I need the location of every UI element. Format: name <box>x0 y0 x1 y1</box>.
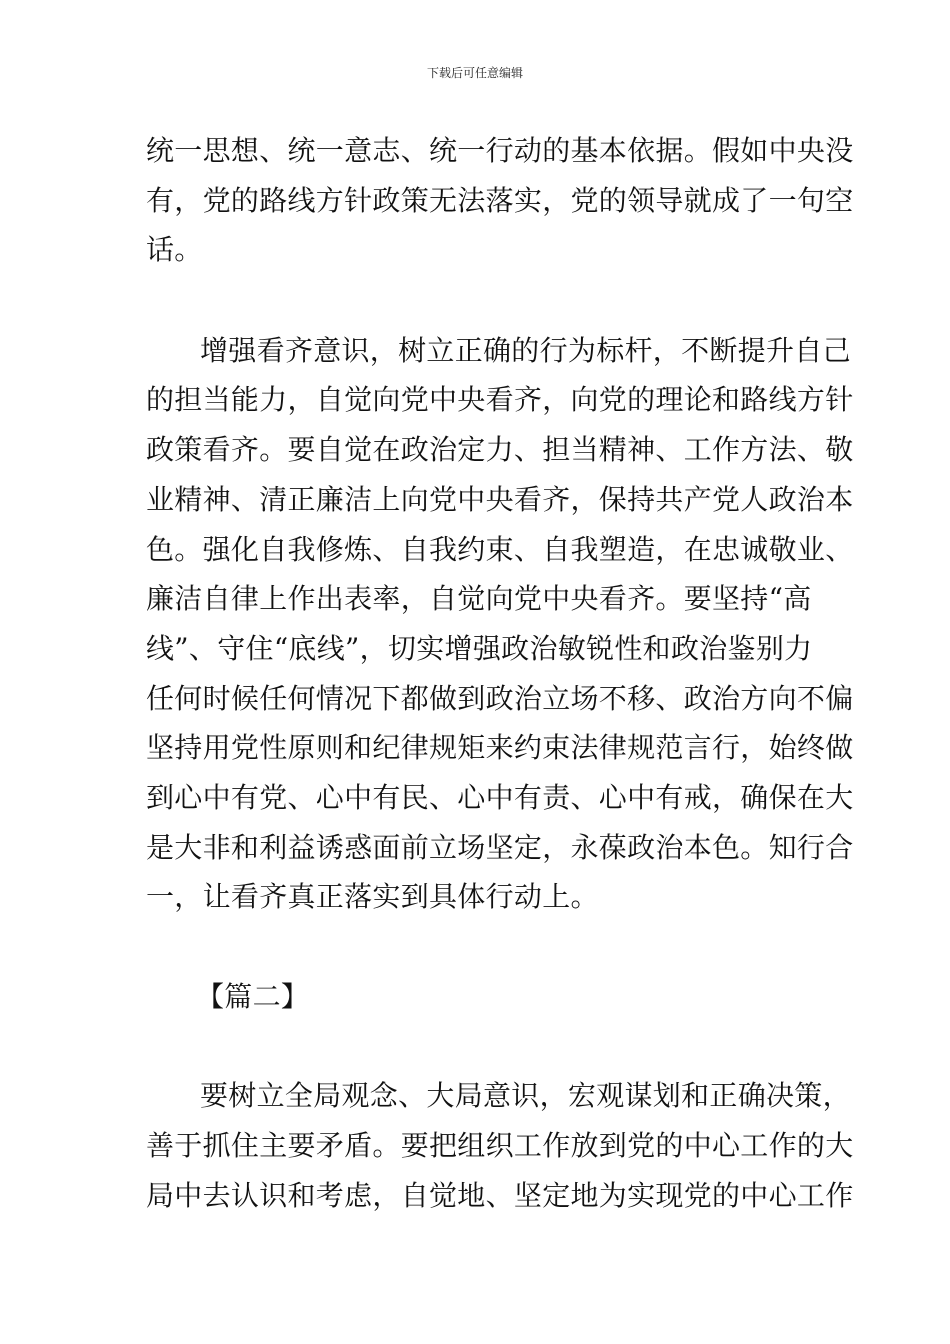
paragraph-line: 线”、守住“底线”，切实增强政治敏锐性和政治鉴别力 <box>146 632 813 665</box>
paragraph-line: 的担当能力，自觉向党中央看齐，向党的理论和路线方针 <box>146 383 854 416</box>
paragraph-line: 话。 <box>146 233 203 266</box>
header-note: 下载后可任意编辑 <box>426 66 523 80</box>
paragraph-line: 增强看齐意识，树立正确的行为标杆，不断提升自己 <box>200 334 851 367</box>
paragraph-line: 业精神、清正廉洁上向党中央看齐，保持共产党人政治本 <box>146 483 854 516</box>
paragraph-line: 色。强化自我修炼、自我约束、自我塑造，在忠诚敬业、 <box>146 533 854 566</box>
paragraph-line: 要树立全局观念、大局意识，宏观谋划和正确决策， <box>200 1079 851 1112</box>
paragraph-line: 政策看齐。要自觉在政治定力、担当精神、工作方法、敬 <box>146 433 854 466</box>
paragraph-line: 有，党的路线方针政策无法落实，党的领导就成了一句空 <box>146 184 854 217</box>
paragraph-line: 善于抓住主要矛盾。要把组织工作放到党的中心工作的大 <box>146 1129 854 1162</box>
paragraph-line: 任何时候任何情况下都做到政治立场不移、政治方向不偏 <box>146 682 854 715</box>
paragraph-line: 统一思想、统一意志、统一行动的基本依据。假如中央没 <box>146 134 854 167</box>
paragraph-line: 廉洁自律上作出表率，自觉向党中央看齐。要坚持“高 <box>146 582 812 615</box>
section-heading: 【篇二】 <box>196 980 310 1013</box>
paragraph-line: 到心中有党、心中有民、心中有责、心中有戒，确保在大 <box>146 781 854 814</box>
paragraph-line: 局中去认识和考虑，自觉地、坚定地为实现党的中心工作 <box>146 1179 854 1212</box>
paragraph-line: 一，让看齐真正落实到具体行动上。 <box>146 880 599 913</box>
paragraph-line: 是大非和利益诱惑面前立场坚定，永葆政治本色。知行合 <box>146 831 854 864</box>
paragraph-line: 坚持用党性原则和纪律规矩来约束法律规范言行，始终做 <box>146 731 854 764</box>
